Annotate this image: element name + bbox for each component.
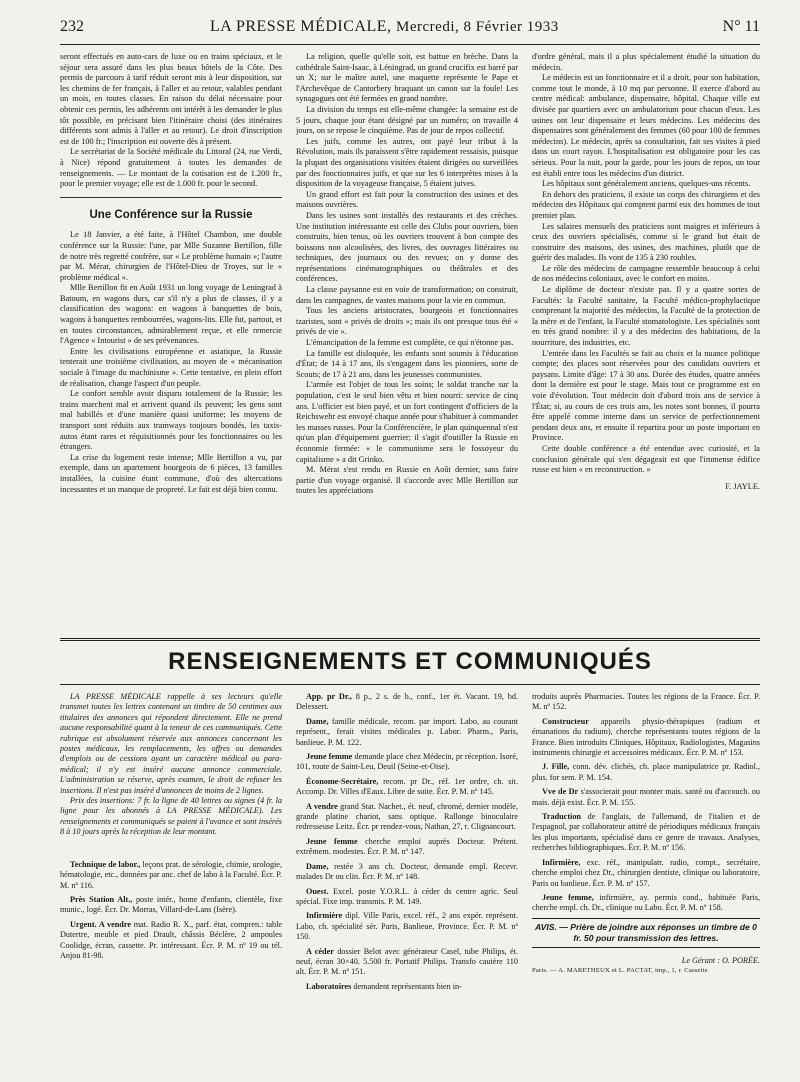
paragraph: Les juifs, comme les autres, ont payé leur tribut à la Révolution, mais ils paraissent s'être rapidement ressaisis, puisque la plupart des organisations visitées étaient dirigées ou surveillées par des fonctionnaires juifs, et que sur les 6 interprètes mises à la disposition de la voyageuse française, 5 étaient juives. [296, 136, 518, 189]
classified-ad [296, 947, 518, 978]
classified-ad [60, 920, 282, 962]
classified-ad [532, 858, 760, 889]
classified-ad [296, 887, 518, 908]
classified-ad [296, 837, 518, 858]
ad-lead: Constructeur [542, 716, 589, 726]
classified-ad [296, 717, 518, 748]
classified-ad [296, 911, 518, 942]
ad-text: leçons prat. de sérologie, chimie, urologie, hématologie, etc., données par anc. chef de labo à la Faculté. Écr. P. M. nº 116. [60, 859, 282, 890]
paragraph: Les salaires mensuels des praticiens sont maigres et inférieurs à ceux des ouvriers spécialisés, comme si le grand but était de construire des maisons, des usines, des machines, plutôt que de guérir des malades. Ils vont de 135 à 230 roubles. [532, 221, 760, 263]
ad-text: 8 p., 2 s. de b., conf., 1er ét. Vacant. 19, bd. Delessert. [296, 692, 518, 712]
paragraph: Le médecin est un fonctionnaire et il a droit, pour son habitation, comme tout le monde, à 10 mq par personne. Il exerce d'abord au centre médical: ambulance, dispensaire, hôpital. Chaque ville est divisée par quartiers avec un ambulatorium pour chacun d'eux. Les usines ont leur dispensaire et leurs médecins. Les médecins des dispensaires sont généralement des femmes (60 pour 100 de femmes médecins). Le médecin, après sa consultation, fait ses visites à pied dans un court rayon. L'hospitalisation est obligatoire pour les cas sérieux. Pour la nuit, pour la garde, pour les jours de repos, un tour est établi entre tous les médecins d'un district. [532, 73, 760, 178]
paragraph: La crise du logement reste intense; Mlle Bertillon a vu, par exemple, dans un apartement bourgeois de 6 pièces, 13 familles installées, la cuisine étant commune, d'où des altercations incessantes et un manque de propreté. Le fait est déjà bien connu. [60, 452, 282, 494]
journal-title [210, 18, 559, 36]
newspaper-page [60, 0, 760, 1082]
classified-ad [532, 787, 760, 808]
ad-text: exc. réf., manipulatr. radio, compt., secrétaire, cherche emploi chez Dr., chirurgien dentiste, clinique ou laboratoire, Paris ou banlieue. Écr. P. M. nº 157. [532, 857, 760, 888]
classifieds-column-2 [296, 692, 518, 1077]
ad-lead: Dame, [306, 716, 329, 726]
paragraph: En dehors des praticiens, il existe un corps des chirurgiens et des médecins des Hôpitaux qui comptent parmi eux des hommes de tout premier plan. [532, 189, 760, 220]
ad-text: dipl. Ville Paris, excel. réf., 2 ans expér. représent. Labo, ch. spécialité sér. Paris, Banlieue, Province. Écr. P. M. nº 150. [296, 911, 518, 942]
page-header [60, 18, 760, 45]
article-area [60, 52, 760, 632]
ad-text: cherche emploi auprès Docteur. Prétent. extrêmem. modestes. Écr. P. M. nº 147. [296, 836, 518, 857]
ad-text: recom. pr Dr., réf. 1er ordre, ch. sit. Accomp. Dr. Villes d'Eaux. Libre de suite. Écr. P. M. nº 145. [296, 776, 518, 797]
paragraph: La classe paysanne est en voie de transformation; on construit, dans les campagnes, de vastes maisons pour la vie en commun. [296, 285, 518, 305]
ad-lead: Urgent. A vendre [70, 919, 131, 929]
paragraph: La famille est disloquée, les enfants sont soumis à l'éducation d'État; de 14 à 17 ans, ils s'engagent dans les pionniers, sorte de Scouts; de 17 à 21 ans, dans les jeunesses communistes. [296, 348, 518, 379]
paragraph: Le 18 Janvier, a été faite, à l'Hôtel Chambon, une double conférence sur la Russie: l'une, par Mlle Suzanne Bertillon, fille de notre très regretté confrère, sur « Le problème humain »; l'autre par M. Mérat, chirurgien de l'Hôtel-Dieu de Troyes, sur le « problème médical ». [60, 230, 282, 282]
classified-ad [532, 692, 760, 713]
ad-lead: Technique de labor., [70, 859, 141, 869]
classifieds-column-1 [60, 692, 282, 1077]
classified-ad [296, 802, 518, 833]
ad-text: infirmière, ay. permis cond., habituée Paris, cherche empl. ch. Dr., clinique ou Labo. Écr. P. M. nº 158. [532, 892, 760, 913]
article-title: Une Conférence sur la Russie [89, 208, 253, 221]
issue-number: N° 11 [722, 18, 760, 35]
notice-box: AVIS. — Prière de joindre aux réponses un timbre de 0 fr. 50 pour transmission des lettres. [532, 918, 760, 948]
paragraph: Un grand effort est fait pour la construction des usines et des maisons ouvrières. [296, 189, 518, 210]
ad-lead: Dame, [306, 861, 329, 871]
manager-signature: Le Gérant : O. PORÉE. [681, 955, 760, 965]
ad-lead: Vve de Dr [542, 787, 579, 797]
ad-text: troduits auprès Pharmacies. Toutes les régions de la France. Écr. P. M. nº 152. [532, 692, 760, 712]
paragraph: L'entrée dans les Facultés se fait au choix et la nuance politique compte; des places sont réservées pour des candidats ouvriers et paysans. Limite d'âge: 17 à 30 ans. Durée des études, quatre années dont la dernière est pour le stage. Mais tout ce programme est en voie d'évolution. Tout médecin doit d'abord trois ans de service à l'État; si, au cours de ces trois ans, les notes sont bonnes, il pourra être appelé comme interne dans un service de perfectionnement pendant deux ans, et ensuite il repartira pour un poste important en Province. [532, 348, 760, 443]
ad-text: s'associerait pour monter mais. santé ou d'accouch. ou mais. déjà exist. Écr. P. M. 155. [532, 787, 760, 807]
paragraph: Le confort semble avoir disparu totalement de la Russie; les trains marchent mal et arrivent quand ils peuvent; les gens sont mal habillés et d'une manière quasi uniforme; les moyens de transport sont réduits aux tramways toujours bondés, les taxis-autos étant rares et réquisitionnés pour les fonctionnaires ou les étrangers. [60, 389, 282, 452]
column-1 [60, 52, 282, 632]
paragraph: Le rôle des médecins de campagne ressemble beaucoup à celui de nos médecins coloniaux, avec le confort en moins. [532, 263, 760, 284]
spacer [60, 838, 282, 860]
intro-paragraph: Prix des insertions: 7 fr. la ligne de 40 lettres ou signes (4 fr. la ligne pour les abonnés à LA PRESSE MÉDICALE). Les renseignements et communiqués se paient à l'avance et sont insérés 8 à 10 jours après la réception de leur montant. [60, 796, 282, 837]
section-rule-top [60, 638, 760, 641]
ad-text: conn. dév. clichés, ch. place manipulatrice pr. Radiol., plus. for sem. P. M. 154. [532, 762, 760, 782]
ad-lead: Ouest. [306, 886, 329, 896]
issue-date: Mercredi, 8 Février 1933 [396, 19, 559, 35]
classified-ad [296, 982, 518, 992]
ad-lead: Économe-Secrétaire, [306, 776, 379, 786]
ad-text: demandent représentants bien in- [351, 981, 462, 991]
ad-lead: Jeune femme, [542, 892, 594, 902]
classified-ad [532, 893, 760, 914]
classified-ad [296, 777, 518, 798]
ad-lead: Laboratoires [306, 981, 352, 991]
article-body-part-1 [60, 230, 282, 495]
classified-ad [60, 895, 282, 916]
classified-ad [532, 762, 760, 783]
ad-lead: Près Station Alt., [70, 894, 133, 904]
ad-text: famille médicale, recom. par import. Labo, au courant représent., ferait visites médicales p. Labor. Pharm., Paris, banlieue. P. M. 122. [296, 716, 518, 747]
classified-ad [296, 752, 518, 773]
divider [60, 197, 282, 198]
paragraph: La division du temps est elle-même changée: la semaine est de 5 jours, chaque jour étant désigné par un numéro; on travaille 4 jours, on se repose le cinquième. Pas de jour de repos collectif. [296, 104, 518, 136]
classifieds-area [60, 692, 760, 1082]
page-number: 232 [60, 18, 84, 35]
ad-text: grand Stat. Nachet., ét. neuf, chromé, dernier modèle, grande platine chariot, sans optique. Rallonge binoculaire redresseuse Leitz. Écr. pr rendez-vous, Nathan, 27, r. Clignancourt. [296, 801, 518, 832]
classified-ad [296, 862, 518, 883]
paragraph: La religion, quelle qu'elle soit, est battue en brèche. Dans la cathédrale Saint-Isaac, à Léningrad, un grand crucifix est barré par un X; sur le maître autel, une maquette représente le Pape et l'Archevêque de Cantorbery braquant un canon sur la foule! Les synagogues ont été fermées en grand nombre. [296, 52, 518, 104]
ad-text: demande place chez Médecin, pr réception. Isoré, 101, route de Saint-Leu, Deuil (Seine-et-Oise). [296, 752, 518, 772]
classifieds-intro [60, 692, 282, 838]
classified-ad [296, 692, 518, 713]
article-body-part-3 [532, 52, 760, 476]
ad-text: dossier Belot avec générateur Casel, tube Philips, ét. neuf, écran 30×40. 5.500 fr. Portatif Philips. Transfo cautère 110 alt. Écr. P. M. nº 151. [296, 946, 518, 977]
ad-text: mat. Radio R. X., parf. état, compren.: table Dutertre, meuble et pied Drault, châssis Béclère, 2 ampoules Coolidge, écran, cassette. Pr. intéressant. Écr. P. M. nº 19 ou tél. Anjou 81-98. [60, 919, 282, 960]
paragraph: Mlle Bertillon fit en Août 1931 un long voyage de Leningrad à Batoum, en wagons durs, car s'il n'y a plus de classes, il y a classification des wagons: en wagons à banquettes de bois, wagons à banquettes rembourrées, wagons-lits. Elle fut, partout, et en toutes circonstances, admirablement reçue, et elle remercie l'Agence « Intourist » de ses prévenances. [60, 283, 282, 346]
ad-text: poste intér., home d'enfants, clientèle, fixe munic., logé. Écr. Dr. Morras, Villard-de-Lans (Isère). [60, 894, 282, 915]
ad-lead: Traduction [542, 812, 581, 822]
section-rule-bottom [60, 684, 760, 685]
intro-paragraph: LA PRESSE MÉDICALE rappelle à ses lecteurs qu'elle transmet toutes les lettres contenant un timbre de 50 centimes aux titulaires des annonces qui répondent directement. Elle ne prend aucune responsabilité quant à la teneur de ces communiqués. Cette rubrique est absolument réservée aux annonces concernant les postes médicaux, les remplacements, les offres ou demandes d'emplois ou de cessions ayant un caractère médical ou para-médical; il n'y est inséré aucune annonce commerciale. L'administration se réserve, après examen, le droit de refuser les insertions. Il n'est pas inséré d'annonces de moins de 2 lignes. [60, 692, 282, 795]
paragraph: seront effectués en auto-cars de luxe ou en trains spéciaux, et le séjour sera assuré dans les plus beaux hôtels de la Côte. Des permis de parcours à tarif réduit seront mis à leur disposition, sur les chemins de fer français, à l'aller et au retour, valables pendant un mois, en toutes classes. En raison du délai nécessaire pour obtenir ces permis, les adhérents ont intérêt à les demander le plus tôt possible, en précisant bien l'itinéraire choisi (des itinéraires différents sont admis à l'aller et au retour). Le droit d'inscription est de 100 fr.; l'inscription est ouverte dès à présent. [60, 52, 282, 146]
ad-lead: Jeune femme [306, 752, 353, 762]
paragraph: Cette double conférence a été entendue avec curiosité, et la conclusion générale qui s'en dégageait est que l'immense édifice russe est bien « en reconstruction. » [532, 443, 760, 475]
ad-lead: Jeune femme [306, 836, 358, 846]
classified-ad [60, 860, 282, 891]
ads-list-1 [60, 860, 282, 962]
article-signature: F. JAYLE. [725, 481, 760, 491]
paragraph: Entre les civilisations européenne et asiatique, la Russie tenterait une troisième civilisation, au moyen de « mécanisation sociale à l'image du machinisme ». Cette tentative, en plein effort de réalisation, change l'aspect d'un peuple. [60, 346, 282, 388]
ad-lead: J. Fille, [542, 762, 570, 772]
travel-notice [60, 52, 282, 190]
ad-lead: Infirmière, [542, 857, 581, 867]
ad-text: restée 3 ans ch. Docteur, demande empl. Recevr. malades Dr ou clin. Écr. P. M. nº 148. [296, 861, 518, 882]
classified-ad [532, 812, 760, 854]
ad-lead: App. pr Dr., [306, 692, 352, 701]
ads-list-2 [296, 692, 518, 992]
ad-lead: Infirmière [306, 911, 343, 921]
paragraph: Le diplôme de docteur n'existe pas. Il y a quatre sortes de Facultés: la Faculté sanitaire, la Faculté médico-prophylactique comprenant la majorité des médecins, la Faculté de la protection de la mère et de l'enfant, la Faculté stomatologiste. Les spécialités sont en très grand nombre: il y a des médecins des habitations, de la nourriture, des industries, etc. [532, 285, 760, 348]
printer-imprint: Paris. — A. MARETHEUX et L. PACTAT, imp., 1, r. Cassette [532, 967, 708, 975]
journal-name: LA PRESSE MÉDICALE, [210, 18, 392, 35]
ad-lead: A céder [306, 946, 334, 956]
ad-text: appareils physio-thérapiques (radium et émanations du radium), cherche représentants toutes régions de la France. Bien introduits Cliniques, Hôpitaux, Radiologistes, Magasins instruments chirurgie et accessoires médicaux. Écr. P. M. nº 153. [532, 716, 760, 758]
ad-text: de l'anglais, de l'allemand, de l'italien et de l'espagnol, par collaborateur attitré de périodiques médicaux français les plus importants, spécialisé dans ce genre de travaux. Analyses, recherches bibliographiques. Écr. P. M. nº 156. [532, 812, 760, 853]
article-body-part-2 [296, 52, 518, 497]
paragraph: M. Mérat s'est rendu en Russie en Août dernier, sans faire partie d'un voyage organisé. Il s'accorde avec Mlle Bertillon sur toutes les appréciations [296, 465, 518, 496]
section-title: RENSEIGNEMENTS ET COMMUNIQUÉS [168, 648, 652, 675]
ad-lead: A vendre [306, 801, 338, 811]
paragraph: L'armée est l'objet de tous les soins; le soldat tranche sur la population, c'est le seul bien vêtu et bien nourri: service de cinq ans. L'officier est bien payé, et un fort contingent d'officiers de la Reichswehr est envoyé chaque année pour s'habituer à commander les masses russes. Pour la Conférencière, le plan quinquennal n'est qu'un plan d'équipement guerrier; il s'agit d'outiller la Russie en économie fermée: « le communisme sera le fossoyeur du capitalisme » a dit Grinko. [296, 380, 518, 464]
classifieds-column-3 [532, 692, 760, 1077]
paragraph: Tous les anciens aristocrates, bourgeois et fonctionnaires tzaristes, sont « privés de droits »; mais ils ont presque tous été « privés de vie ». [296, 306, 518, 337]
column-2 [296, 52, 518, 632]
paragraph: Les hôpitaux sont généralement anciens, quelques-uns récents. [542, 179, 751, 189]
paragraph: Dans les usines sont installés des restaurants et des crèches. Une institution intéressante est celle des Clubs pour ouvriers, bien construits, bien tenus, où les ouvriers trouvent à bon compte des boissons non alcoolisées, des livres, des ouvrages littéraires ou techniques, des journaux ou des revues; on y donne des représentations cinématographiques ou théâtrales et des conférences. [296, 210, 518, 284]
paragraph: d'ordre général, mais il a plus spécialement étudié la situation du médecin. [532, 52, 760, 72]
classified-ad [532, 717, 760, 759]
paragraph: L'émancipation de la femme est complète, ce qui n'étonne pas. [306, 338, 514, 348]
column-3 [532, 52, 760, 632]
ads-list-3 [532, 692, 760, 914]
ad-text: Excel. poste Y.O.R.L. à céder ds centre agric. Seul spécial. Fixe imp. transmis. P. M. 149. [296, 886, 518, 906]
paragraph: Le secrétariat de la Société médicale du Littoral (24, rue Verdi, à Nice) répond gratuitement à toutes les demandes de renseignements. — Le montant de la cotisation est de 1.200 fr., pour le premier voyage; elle est de 1.000 fr. pour le second. [60, 147, 282, 189]
